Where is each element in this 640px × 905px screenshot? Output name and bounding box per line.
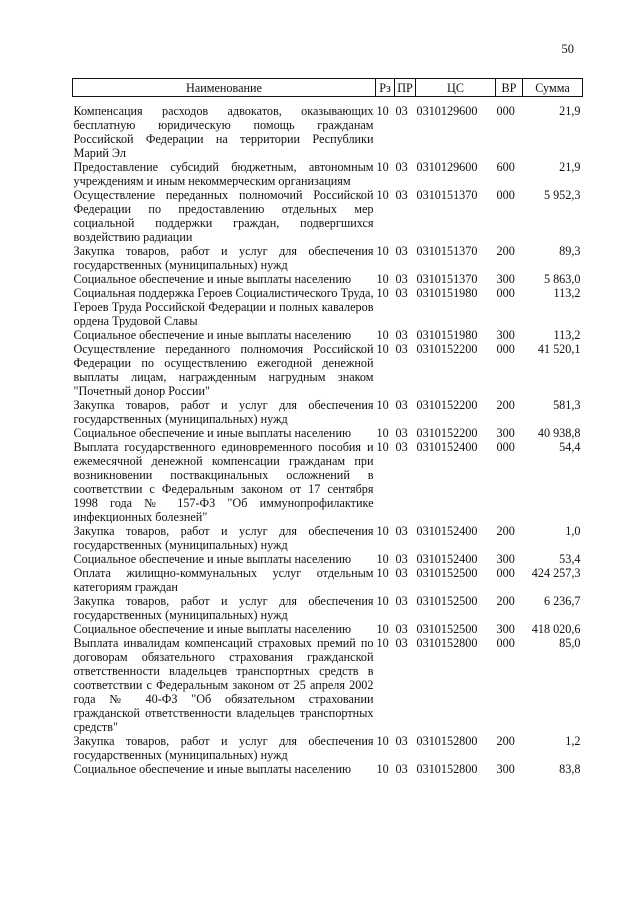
row-pr: 03 — [395, 342, 408, 356]
row-cs: 0310152800 — [416, 762, 478, 776]
row-name: Закупка товаров, работ и услуг для обеспечения государственных (муниципальных) нужд — [73, 244, 374, 272]
table-row — [73, 440, 583, 524]
table-header — [73, 79, 583, 97]
table-body — [73, 97, 583, 777]
header-pr: ПР — [395, 79, 416, 97]
row-sum: 113,2 — [553, 328, 581, 342]
row-vr: 000 — [496, 636, 515, 650]
row-cs: 0310151980 — [416, 286, 478, 300]
row-pr: 03 — [395, 566, 408, 580]
table-row — [73, 734, 583, 762]
page-number: 50 — [561, 42, 574, 56]
row-pr: 03 — [395, 440, 408, 454]
row-cs: 0310151980 — [416, 328, 478, 342]
row-sum: 5 952,3 — [543, 188, 581, 202]
row-vr: 300 — [496, 622, 515, 636]
row-vr: 000 — [496, 104, 515, 118]
row-vr: 000 — [496, 286, 515, 300]
row-sum: 113,2 — [553, 286, 581, 300]
row-cs: 0310152400 — [416, 552, 478, 566]
row-sum: 581,3 — [553, 398, 581, 412]
row-vr: 000 — [496, 342, 515, 356]
row-name: Социальное обеспечение и иные выплаты населению — [73, 552, 352, 566]
table-row — [73, 524, 583, 552]
row-rz: 10 — [376, 594, 389, 608]
row-rz: 10 — [376, 328, 389, 342]
row-pr: 03 — [395, 286, 408, 300]
row-vr: 000 — [496, 188, 515, 202]
table-row — [73, 160, 583, 188]
row-name: Предоставление субсидий бюджетным, автономным учреждениям и иным некоммерческим организациям — [73, 160, 374, 188]
row-name: Выплата государственного единовременного пособия и ежемесячной денежной компенсации гражданам при возникновении поствакцинальных осложнений в соответствии с Федеральным законом от 17 сентября 1998 года № 157-ФЗ "Об иммунопрофилактике инфекционных болезней" — [73, 440, 374, 524]
header-sum: Сумма — [523, 79, 583, 97]
row-pr: 03 — [395, 594, 408, 608]
row-pr: 03 — [395, 552, 408, 566]
table-row — [73, 286, 583, 328]
row-rz: 10 — [376, 636, 389, 650]
row-sum: 424 257,3 — [531, 566, 581, 580]
row-rz: 10 — [376, 566, 389, 580]
row-sum: 85,0 — [559, 636, 581, 650]
header-name: Наименование — [73, 79, 376, 97]
row-vr: 300 — [496, 762, 515, 776]
row-rz: 10 — [376, 342, 389, 356]
row-rz: 10 — [376, 104, 389, 118]
table-row — [73, 622, 583, 636]
table-row — [73, 342, 583, 398]
header-vr: ВР — [496, 79, 523, 97]
table-row — [73, 636, 583, 734]
row-name: Закупка товаров, работ и услуг для обеспечения государственных (муниципальных) нужд — [73, 524, 374, 552]
row-sum: 1,0 — [565, 524, 581, 538]
row-sum: 6 236,7 — [543, 594, 581, 608]
row-rz: 10 — [376, 286, 389, 300]
table-row — [73, 762, 583, 776]
row-pr: 03 — [395, 524, 408, 538]
row-rz: 10 — [376, 524, 389, 538]
row-rz: 10 — [376, 440, 389, 454]
row-sum: 1,2 — [565, 734, 581, 748]
row-cs: 0310152500 — [416, 566, 478, 580]
row-cs: 0310151370 — [416, 272, 478, 286]
table-row — [73, 594, 583, 622]
row-cs: 0310129600 — [416, 104, 478, 118]
row-rz: 10 — [376, 244, 389, 258]
row-name: Компенсация расходов адвокатов, оказывающих бесплатную юридическую помощь гражданам Российской Федерации на территории Республики Марий Эл — [73, 104, 374, 160]
row-name: Социальная поддержка Героев Социалистического Труда, Героев Труда Российской Федерации и полных кавалеров ордена Трудовой Славы — [73, 286, 374, 328]
row-vr: 000 — [496, 440, 515, 454]
row-pr: 03 — [395, 734, 408, 748]
row-sum: 21,9 — [559, 104, 581, 118]
row-vr: 000 — [496, 566, 515, 580]
table-row — [73, 244, 583, 272]
row-cs: 0310152500 — [416, 622, 478, 636]
row-pr: 03 — [395, 160, 408, 174]
row-vr: 200 — [496, 524, 515, 538]
table-row — [73, 328, 583, 342]
row-vr: 200 — [496, 244, 515, 258]
row-pr: 03 — [395, 622, 408, 636]
row-rz: 10 — [376, 160, 389, 174]
row-cs: 0310152500 — [416, 594, 478, 608]
row-cs: 0310152200 — [416, 342, 478, 356]
row-name: Социальное обеспечение и иные выплаты населению — [73, 272, 352, 286]
row-name: Закупка товаров, работ и услуг для обеспечения государственных (муниципальных) нужд — [73, 734, 374, 762]
row-rz: 10 — [376, 188, 389, 202]
row-pr: 03 — [395, 762, 408, 776]
row-pr: 03 — [395, 272, 408, 286]
row-name: Социальное обеспечение и иные выплаты населению — [73, 426, 352, 440]
row-sum: 41 520,1 — [537, 342, 581, 356]
row-pr: 03 — [395, 188, 408, 202]
row-vr: 200 — [496, 594, 515, 608]
row-pr: 03 — [395, 328, 408, 342]
header-cs: ЦС — [416, 79, 496, 97]
row-rz: 10 — [376, 426, 389, 440]
row-cs: 0310129600 — [416, 160, 478, 174]
row-cs: 0310152400 — [416, 440, 478, 454]
row-name: Осуществление переданного полномочия Российской Федерации по осуществлению ежегодной денежной выплаты лицам, награжденным нагрудным знаком "Почетный донор России" — [73, 342, 374, 398]
row-cs: 0310152400 — [416, 524, 478, 538]
row-vr: 200 — [496, 398, 515, 412]
row-rz: 10 — [376, 272, 389, 286]
budget-table — [72, 78, 583, 776]
row-name: Социальное обеспечение и иные выплаты населению — [73, 762, 352, 776]
row-sum: 83,8 — [559, 762, 581, 776]
row-name: Осуществление переданных полномочий Российской Федерации по предоставлению отдельных мер социальной поддержки граждан, подвергшихся воздействию радиации — [73, 188, 374, 244]
table-row — [73, 97, 583, 161]
table-row — [73, 398, 583, 426]
table-row — [73, 566, 583, 594]
row-cs: 0310151370 — [416, 244, 478, 258]
row-sum: 418 020,6 — [531, 622, 581, 636]
row-pr: 03 — [395, 636, 408, 650]
row-name: Закупка товаров, работ и услуг для обеспечения государственных (муниципальных) нужд — [73, 594, 374, 622]
row-sum: 54,4 — [559, 440, 581, 454]
row-rz: 10 — [376, 398, 389, 412]
row-rz: 10 — [376, 622, 389, 636]
table-row — [73, 552, 583, 566]
row-cs: 0310152200 — [416, 426, 478, 440]
row-sum: 21,9 — [559, 160, 581, 174]
row-vr: 600 — [496, 160, 515, 174]
row-name: Закупка товаров, работ и услуг для обеспечения государственных (муниципальных) нужд — [73, 398, 374, 426]
row-sum: 40 938,8 — [537, 426, 581, 440]
row-name: Оплата жилищно-коммунальных услуг отдельным категориям граждан — [73, 566, 374, 594]
row-pr: 03 — [395, 426, 408, 440]
row-pr: 03 — [395, 398, 408, 412]
row-pr: 03 — [395, 104, 408, 118]
row-pr: 03 — [395, 244, 408, 258]
table-row — [73, 426, 583, 440]
row-sum: 53,4 — [559, 552, 581, 566]
header-rz: Рз — [376, 79, 395, 97]
row-sum: 5 863,0 — [543, 272, 581, 286]
row-cs: 0310152800 — [416, 734, 478, 748]
row-name: Выплата инвалидам компенсаций страховых премий по договорам обязательного страхования гражданской ответственности владельцев транспортных средств в соответствии с Федеральным законом от 25 апреля 2002 года № 40-ФЗ "Об обязательном страховании гражданской ответственности владельцев транспортных средств" — [73, 636, 374, 734]
row-vr: 300 — [496, 272, 515, 286]
row-vr: 300 — [496, 426, 515, 440]
table-row — [73, 188, 583, 244]
row-cs: 0310152200 — [416, 398, 478, 412]
row-cs: 0310151370 — [416, 188, 478, 202]
row-cs: 0310152800 — [416, 636, 478, 650]
row-sum: 89,3 — [559, 244, 581, 258]
row-rz: 10 — [376, 762, 389, 776]
row-vr: 200 — [496, 734, 515, 748]
row-name: Социальное обеспечение и иные выплаты населению — [73, 328, 352, 342]
row-name: Социальное обеспечение и иные выплаты населению — [73, 622, 352, 636]
table-row — [73, 272, 583, 286]
row-rz: 10 — [376, 734, 389, 748]
row-vr: 300 — [496, 552, 515, 566]
row-vr: 300 — [496, 328, 515, 342]
row-rz: 10 — [376, 552, 389, 566]
